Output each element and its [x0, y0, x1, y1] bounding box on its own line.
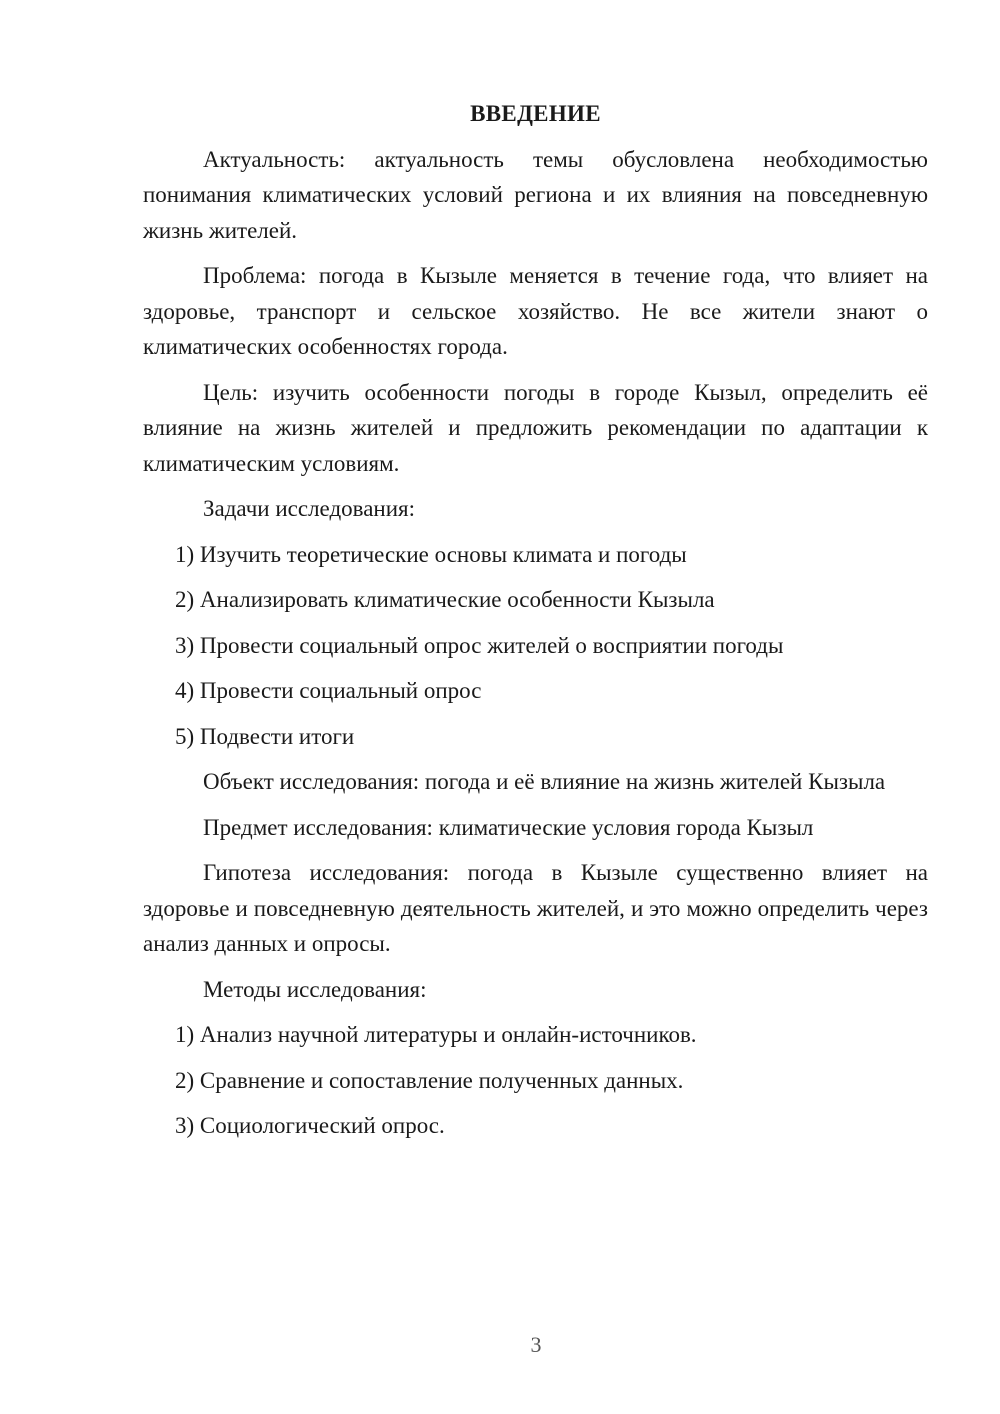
method-item: 3) Социологический опрос. [175, 1113, 445, 1138]
tasks-list [143, 537, 928, 755]
task-item: 3) Провести социальный опрос жителей о восприятии погоды [175, 632, 784, 658]
methods-heading: Методы исследования: [203, 976, 427, 1002]
task-item: 2) Анализировать климатические особенности Кызыла [175, 587, 715, 612]
task-item: 5) Подвести итоги [175, 723, 355, 749]
page-content [143, 96, 928, 1154]
page-number: 3 [530, 1332, 542, 1357]
object-paragraph: Объект исследования: погода и её влияние на жизнь жителей Кызыла [203, 769, 886, 794]
subject-paragraph: Предмет исследования: климатические условия города Кызыл [203, 814, 814, 840]
methods-list [143, 1017, 928, 1144]
hypothesis-paragraph: Гипотеза исследования: погода в Кызыле существенно влияет на здоровье и повседневную деятельность жителей, и это можно определить через анализ данных и опросы. [143, 860, 928, 956]
method-item: 1) Анализ научной литературы и онлайн-источников. [175, 1022, 697, 1047]
relevance-paragraph: Актуальность: актуальность темы обусловлена необходимостью понимания климатических условий региона и их влияния на повседневную жизнь жителей. [143, 146, 928, 243]
task-item: 4) Провести социальный опрос [175, 678, 482, 703]
section-title: ВВЕДЕНИЕ [470, 101, 601, 126]
tasks-heading: Задачи исследования: [203, 496, 416, 521]
goal-paragraph: Цель: изучить особенности погоды в городе Кызыл, определить её влияние на жизнь жителей и предложить рекомендации по адаптации к климатическим условиям. [143, 379, 928, 476]
method-item: 2) Сравнение и сопоставление полученных данных. [175, 1067, 684, 1093]
task-item: 1) Изучить теоретические основы климата и погоды [175, 541, 687, 567]
problem-paragraph: Проблема: погода в Кызыле меняется в течение года, что влияет на здоровье, транспорт и сельское хозяйство. Не все жители знают о климатических особенностях города. [143, 263, 928, 359]
